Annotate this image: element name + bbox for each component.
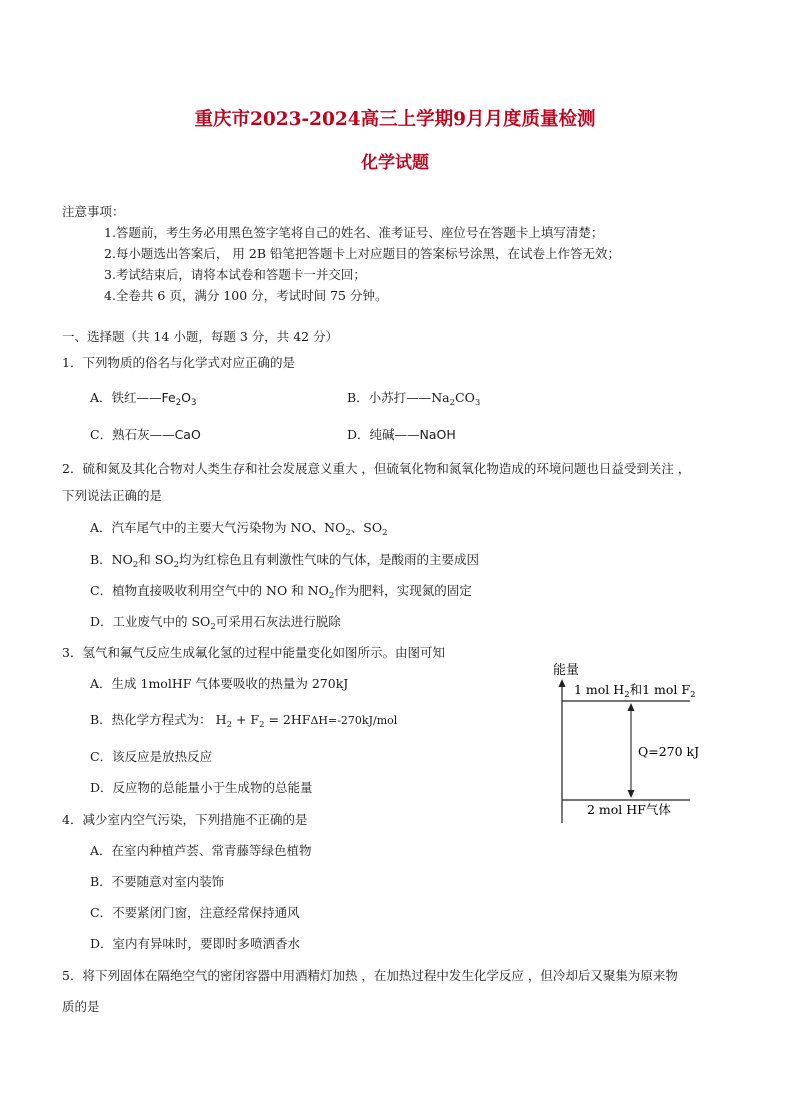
option-text: 作为肥料，实现氮的固定: [334, 583, 472, 598]
q2-option-b: [90, 552, 479, 568]
question-2-stem-line2: 下列说法正确的是: [62, 488, 163, 503]
subscript: 2: [382, 528, 388, 538]
question-3-stem: 3．氢气和氟气反应生成氟化氢的过程中能量变化如图所示。由图可知: [62, 645, 445, 660]
subscript: 2: [226, 720, 232, 730]
option-text: C．植物直接吸收利用空气中的 NO 和 NO: [90, 583, 329, 598]
option-text: A．汽车尾气中的主要大气污染物为 NO、NO: [90, 520, 346, 535]
option-text: D．工业废气中的 SO: [90, 614, 211, 629]
notice-heading: 注意事项：: [62, 204, 125, 219]
q3-option-a: A．生成 1molHF 气体要吸收的热量为 270kJ: [90, 676, 349, 691]
option-text: = 2HF: [264, 712, 311, 727]
subscript: 2: [328, 591, 335, 601]
subscript: 2: [449, 398, 455, 408]
subscript: 3: [474, 398, 481, 408]
notice-item-2: 2.每小题选出答案后， 用 2B 铅笔把答题卡上对应题目的答案标号涂黑，在试卷上作答无效；: [104, 246, 620, 261]
option-label: B．小苏打——: [347, 390, 432, 405]
q1-option-a: [90, 390, 196, 406]
option-text: B．热化学方程式为： H: [90, 712, 227, 727]
formula-part: O: [181, 390, 191, 405]
notice-item-1: 1.答题前，考生务必用黑色签字笔将自己的姓名、准考证号、座位号在答题卡上填写清楚；: [104, 225, 604, 240]
q4-option-a: A．在室内种植芦荟、常青藤等绿色植物: [90, 843, 312, 858]
subscript: 3: [191, 398, 197, 408]
formula: NaOH: [419, 427, 456, 442]
option-text: 、SO: [350, 520, 383, 535]
question-4-stem: 4．减少室内空气污染，下列措施不正确的是: [62, 812, 308, 827]
subscript: 2: [259, 720, 265, 730]
subscript: 2: [173, 560, 180, 570]
axis-arrowhead: [559, 679, 566, 687]
subscript: 2: [175, 398, 182, 408]
subscript: 2: [345, 528, 351, 538]
subscript: 2: [210, 622, 216, 632]
q1-option-c: [90, 427, 201, 443]
option-text: B．NO: [90, 552, 133, 567]
option-label: D．纯碱——: [347, 427, 420, 442]
enthalpy-text: ΔH=-270kJ/mol: [310, 714, 398, 727]
q4-option-c: C．不要紧闭门窗，注意经常保持通风: [90, 905, 300, 920]
q3-option-d: D．反应物的总能量小于生成物的总能量: [90, 780, 313, 795]
q2-option-c: [90, 583, 472, 599]
formula: CaO: [174, 427, 201, 442]
question-2-stem-line1: 2．硫和氮及其化合物对人类生存和社会发展意义重大 ，但硫氧化物和氮氧化物造成的环境问题也日益受到关注 ，: [62, 461, 691, 476]
product-label: 2 mol HF气体: [587, 802, 671, 817]
q1-option-b: [347, 390, 480, 406]
q4-option-b: B．不要随意对室内装饰: [90, 874, 225, 889]
q-arrow-down: [628, 790, 635, 798]
formula: [431, 390, 481, 408]
option-text: 和 SO: [138, 552, 174, 567]
formula-part: Na: [431, 390, 450, 405]
energy-diagram: [540, 655, 700, 825]
q2-option-d: [90, 614, 341, 630]
question-5-stem-line1: 5．将下列固体在隔绝空气的密闭容器中用酒精灯加热 ，在加热过程中发生化学反应 ，但冷却后又聚集为原来物: [62, 968, 678, 983]
formula-part: CO: [455, 390, 475, 405]
formula-part: Fe: [161, 390, 176, 405]
q3-option-c: C．该反应是放热反应: [90, 749, 213, 764]
section-heading: 一、选择题（共 14 小题，每题 3 分，共 42 分）: [62, 329, 339, 344]
formula: [161, 390, 197, 408]
notice-item-4: 4.全卷共 6 页，满分 100 分，考试时间 75 分钟。: [104, 288, 388, 303]
reactant-label: 1 mol $H_2$和1 mol $F_2$: [574, 682, 696, 700]
q1-option-d: [347, 427, 456, 443]
question-5-stem-line2: 质的是: [62, 999, 100, 1014]
notice-item-3: 3.考试结束后，请将本试卷和答题卡一并交回；: [104, 267, 366, 282]
q-arrow-up: [628, 703, 635, 711]
option-label: C．熟石灰——: [90, 427, 175, 442]
option-text: 可采用石灰法进行脱除: [215, 614, 341, 629]
q3-option-b: [90, 712, 397, 729]
page-title: 重庆市2023-2024高三上学期9月月度质量检测: [194, 109, 596, 130]
option-text: + F: [231, 712, 260, 727]
q4-option-d: D．室内有异味时，要即时多喷洒香水: [90, 936, 301, 951]
option-text: 均为红棕色且有刺激性气味的气体，是酸雨的主要成因: [179, 552, 480, 567]
question-1-stem: 1．下列物质的俗名与化学式对应正确的是: [62, 355, 295, 370]
diagram-y-label: 能量: [553, 663, 580, 678]
q2-option-a: [90, 520, 388, 536]
subscript: 2: [132, 560, 139, 570]
page-subtitle: 化学试题: [361, 153, 429, 173]
q-label: Q=270 kJ: [638, 744, 700, 759]
option-label: A．铁红——: [90, 390, 162, 405]
